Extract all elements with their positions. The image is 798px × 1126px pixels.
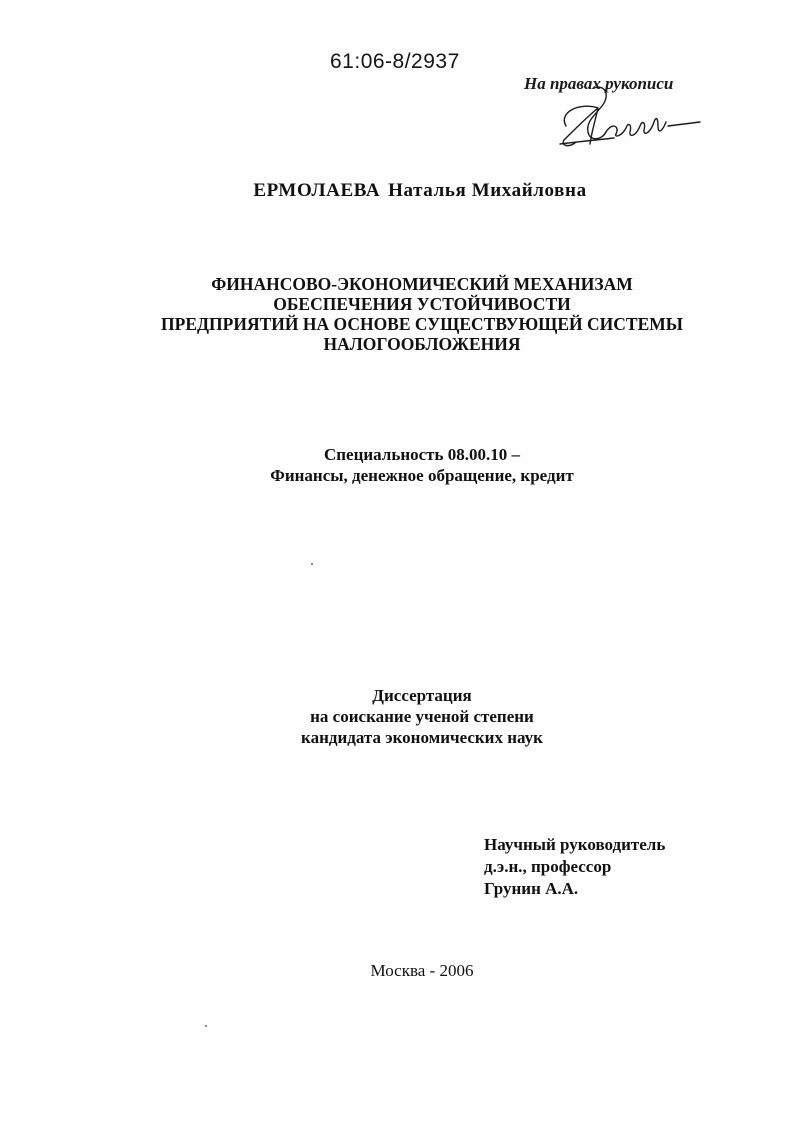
title-line: НАЛОГООБЛОЖЕНИЯ	[323, 334, 521, 354]
specialty-block	[0, 444, 798, 486]
supervisor-role: Научный руководитель	[484, 835, 666, 854]
degree-line: Диссертация	[372, 686, 472, 705]
degree-line: на соискание ученой степени	[310, 707, 534, 726]
rights-note: На правах рукописи	[524, 74, 674, 93]
degree-line: кандидата экономических наук	[301, 728, 543, 747]
supervisor-name: Грунин А.А.	[484, 879, 579, 898]
degree-block	[0, 685, 798, 748]
title-line: ФИНАНСОВО-ЭКОНОМИЧЕСКИЙ МЕХАНИЗАМ	[211, 274, 633, 294]
scan-speck	[311, 563, 313, 565]
handwritten-signature	[536, 82, 706, 162]
title-line: ОБЕСПЕЧЕНИЯ УСТОЙЧИВОСТИ	[273, 294, 571, 314]
thesis-title	[0, 274, 798, 354]
author-name	[0, 180, 798, 202]
author-surname: ЕРМОЛАЕВА	[253, 180, 381, 201]
catalog-code: 61:06-8/2937	[330, 50, 460, 73]
author-given-names: Наталья Михайловна	[388, 180, 587, 201]
specialty-code: Специальность 08.00.10 –	[323, 445, 521, 464]
scan-speck	[205, 1025, 207, 1027]
supervisor-block	[484, 834, 665, 900]
specialty-name: Финансы, денежное обращение, кредит	[270, 466, 574, 485]
title-line: ПРЕДПРИЯТИЙ НА ОСНОВЕ СУЩЕСТВУЮЩЕЙ СИСТЕМЫ	[161, 314, 683, 334]
place-year: Москва - 2006	[370, 961, 474, 980]
supervisor-rank: д.э.н., профессор	[484, 857, 612, 876]
